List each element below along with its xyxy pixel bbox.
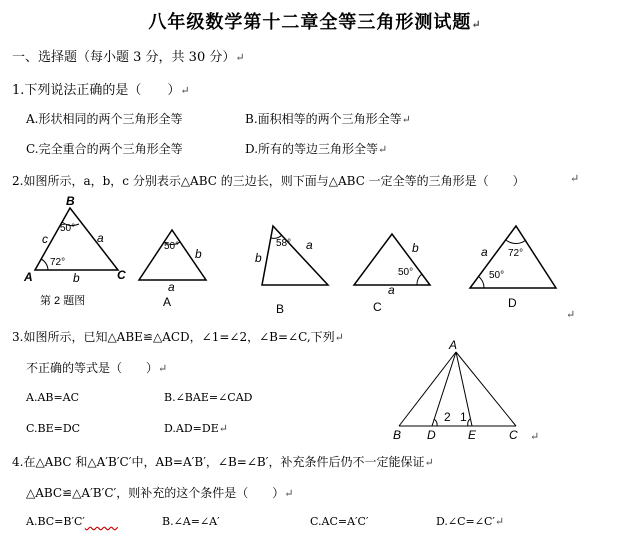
main-vertex-b: B	[66, 194, 75, 208]
q3-vertex-a: A	[449, 338, 458, 352]
paragraph-mark: ↵	[218, 422, 228, 435]
choice-c-side-a: a	[388, 283, 395, 297]
question-1-stem-text: 1.下列说法正确的是（ ）	[12, 83, 181, 98]
question-3-stem-text: 3.如图所示，已知△ABE≌△ACD，∠1=∠2，∠B=∠C,下列	[12, 330, 335, 344]
option-text: B.面积相等的两个三角形全等	[245, 112, 402, 126]
choice-b-triangle	[262, 226, 328, 285]
q3-figure	[399, 352, 516, 426]
q3-angle-1: 1	[460, 410, 467, 424]
paragraph-mark: ↵	[566, 308, 576, 321]
choice-c-label: C	[373, 300, 382, 314]
option-text: C.AC=A′C′	[310, 515, 369, 528]
option-text: A.BC=B′C′	[26, 515, 85, 528]
choice-a-angle: 50°	[164, 241, 180, 252]
choice-c-angle: 50°	[398, 267, 414, 278]
angle-2-arc	[434, 419, 437, 426]
choice-d-angle-left: 50°	[489, 270, 505, 281]
main-side-a: a	[97, 231, 104, 245]
spellcheck-underline	[85, 515, 118, 528]
choice-b-angle: 58°	[276, 238, 292, 249]
choice-b-side-b: b	[255, 251, 262, 265]
question-3-option-c	[26, 422, 80, 435]
paragraph-mark: ↵	[570, 172, 580, 185]
question-4-option-d	[436, 515, 504, 528]
angle-1-arc	[468, 419, 470, 426]
q3-vertex-b: B	[393, 428, 402, 442]
choice-d-side-a: a	[481, 245, 488, 259]
paragraph-mark: ↵	[180, 84, 190, 97]
choice-b-shape	[262, 226, 328, 285]
question-4-stem-text: 4.在△ABC 和△A′B′C′中，AB=A′B′，∠B=∠B′，补充条件后仍不一定能保证	[12, 455, 425, 469]
question-3-stem-line2	[26, 359, 167, 376]
option-text: D.所有的等边三角形全等	[245, 142, 379, 156]
question-2-stem-text: 2.如图所示，a，b，c 分别表示△ABC 的三边长，则下面与△ABC 一定全等的三角形是（ ）	[12, 174, 525, 188]
choice-a-side-a: a	[168, 280, 175, 294]
paragraph-mark: ↵	[235, 51, 245, 64]
main-vertex-a: A	[24, 270, 33, 284]
option-text: A.AB=AC	[26, 391, 80, 404]
title-text: 八年级数学第十二章全等三角形测试题	[148, 12, 472, 33]
q3-vertex-c: C	[509, 428, 518, 442]
main-vertex-c: C	[117, 268, 126, 282]
choice-d-arc-left	[478, 276, 484, 288]
main-side-c: c	[42, 232, 48, 246]
q3-angle-2: 2	[444, 410, 451, 424]
paragraph-mark: ↵	[378, 143, 388, 156]
angle-a-arc	[41, 259, 48, 270]
q3-vertex-e: E	[468, 428, 477, 442]
question-3-option-a	[26, 391, 79, 404]
question-3-option-d	[164, 422, 228, 435]
paragraph-mark: ↵	[494, 515, 505, 528]
choice-d-label: D	[508, 296, 517, 310]
choice-b-label: B	[276, 302, 285, 316]
section-heading-text: 一、选择题（每小题 3 分，共 30 分）	[12, 50, 236, 65]
choice-d-arc-top	[506, 240, 526, 244]
choice-d-angle-top: 72°	[508, 248, 524, 259]
question-4-option-c	[310, 515, 368, 528]
figure-caption: 第 2 题图	[40, 295, 86, 307]
question-3-option-b	[164, 391, 252, 404]
question-3-stem-text: 不正确的等式是（ ）	[26, 361, 159, 375]
choice-b-side-a: a	[306, 238, 313, 252]
paragraph-mark: ↵	[158, 362, 168, 375]
main-angle-a-label: 72°	[50, 257, 66, 268]
question-4-option-a	[26, 515, 118, 528]
main-angle-b-label: 50°	[60, 223, 76, 234]
question-4-stem-text: △ABC≌△A′B′C′，则补充的这个条件是（ ）	[26, 486, 285, 500]
paragraph-mark: ↵	[530, 430, 540, 443]
paragraph-mark: ↵	[284, 487, 294, 500]
main-side-b: b	[73, 271, 80, 285]
q3-vertex-d: D	[427, 428, 436, 442]
option-text: B.∠A=∠A′	[162, 515, 220, 528]
option-text: D.∠C=∠C′	[436, 515, 495, 528]
option-text: D.AD=DE	[164, 422, 219, 435]
paragraph-mark: ↵	[424, 456, 434, 469]
paragraph-mark: ↵	[334, 331, 344, 344]
question-4-stem-line1	[12, 453, 434, 470]
question-3-stem-line1	[12, 328, 344, 345]
choice-c-arc	[417, 274, 422, 285]
question-4-stem-line2	[26, 484, 293, 501]
choice-c-side-b: b	[412, 241, 419, 255]
option-text: C.BE=DC	[26, 422, 81, 435]
paragraph-mark: ↵	[471, 18, 482, 31]
question-4-option-b	[162, 515, 220, 528]
option-text: B.∠BAE=∠CAD	[164, 391, 253, 404]
choice-a-side-b: b	[195, 247, 202, 261]
choice-a-label: A	[163, 295, 172, 309]
paragraph-mark: ↵	[401, 113, 411, 126]
option-text: A.形状相同的两个三角形全等	[26, 112, 183, 126]
option-text: C.完全重合的两个三角形全等	[26, 142, 183, 156]
